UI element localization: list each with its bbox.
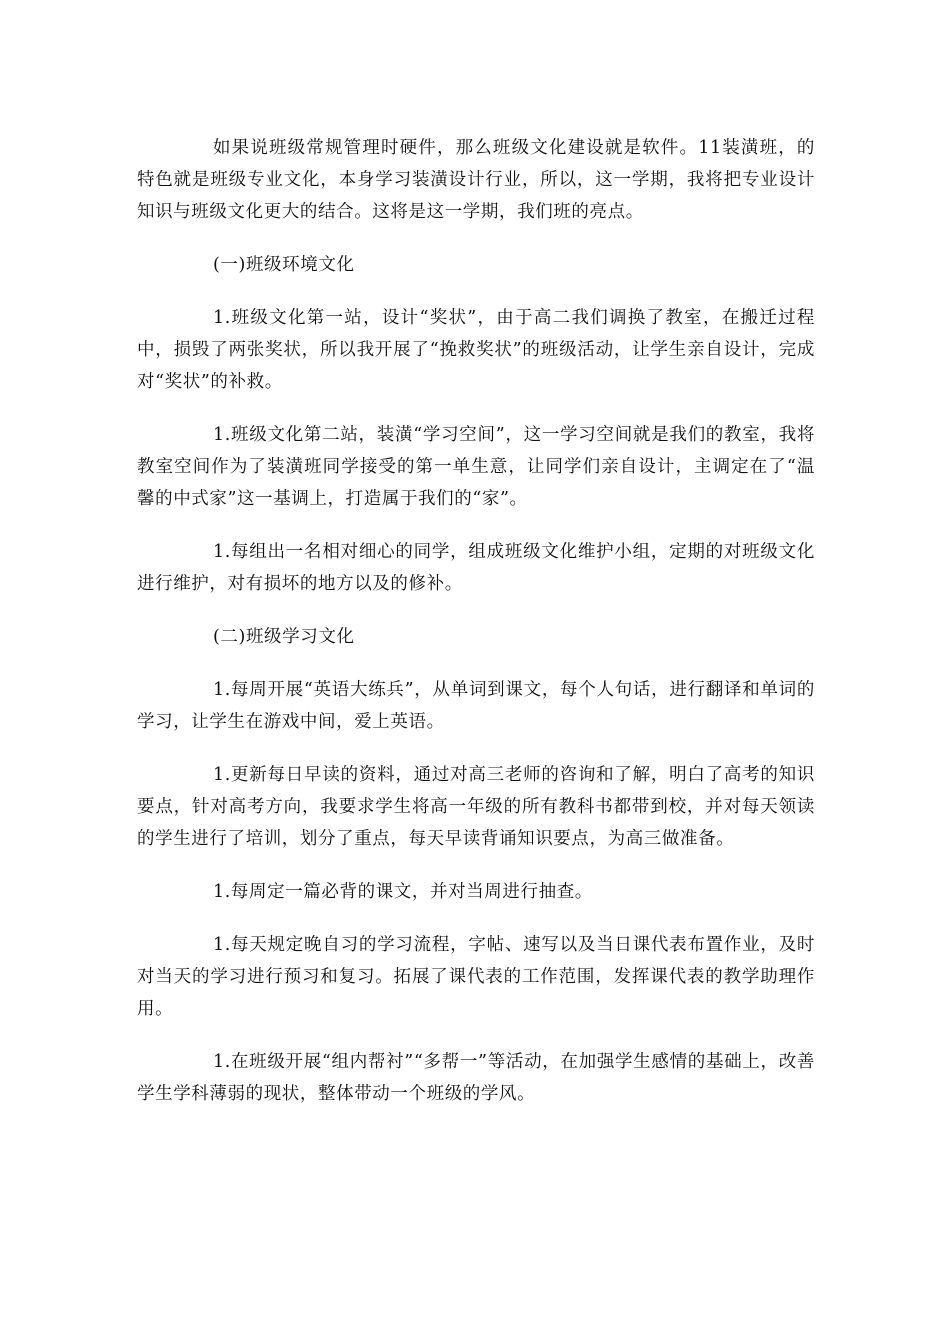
paragraph-item: 1.班级文化第二站，装潢“学习空间”，这一学习空间就是我们的教室，我将教室空间作为了装潢班同学接受的第一单生意，让同学们亲自设计，主调定在了“温馨的中式家”这一基调上，打造属于我们的“家”。 <box>137 425 815 509</box>
paragraph-item: 1.每周开展“英语大练兵”，从单词到课文，每个人句话，进行翻译和单词的学习，让学生在游戏中间，爱上英语。 <box>137 680 815 732</box>
paragraph-item: 1.每组出一名相对细心的同学，组成班级文化维护小组，定期的对班级文化进行维护，对有损坏的地方以及的修补。 <box>137 542 815 594</box>
paragraph-item: 1.更新每日早读的资料，通过对高三老师的咨询和了解，明白了高考的知识要点，针对高考方向，我要求学生将高一年级的所有教科书都带到校，并对每天领读的学生进行了培训，划分了重点，每天早读背诵知识要点，为高三做准备。 <box>137 765 815 849</box>
section-heading-environment: (一)班级环境文化 <box>213 255 355 275</box>
paragraph-item: 1.在班级开展“组内帮衬”“多帮一”等活动，在加强学生感情的基础上，改善学生学科薄弱的现状，整体带动一个班级的学风。 <box>137 1052 815 1104</box>
paragraph-item: 1.班级文化第一站，设计“奖状”，由于高二我们调换了教室，在搬迁过程中，损毁了两张奖状，所以我开展了“挽救奖状”的班级活动，让学生亲自设计，完成对“奖状”的补救。 <box>137 308 815 392</box>
paragraph-item: 1.每天规定晚自习的学习流程，字帖、速写以及当日课代表布置作业，及时对当天的学习进行预习和复习。拓展了课代表的工作范围，发挥课代表的教学助理作用。 <box>137 935 815 1019</box>
paragraph-intro: 如果说班级常规管理时硬件，那么班级文化建设就是软件。11装潢班，的特色就是班级专业文化，本身学习装潢设计行业，所以，这一学期，我将把专业设计知识与班级文化更大的结合。这将是这一学期，我们班的亮点。 <box>137 138 815 222</box>
document-body <box>137 132 815 1131</box>
section-heading-learning: (二)班级学习文化 <box>213 627 355 647</box>
paragraph-item: 1.每周定一篇必背的课文，并对当周进行抽查。 <box>213 882 593 902</box>
